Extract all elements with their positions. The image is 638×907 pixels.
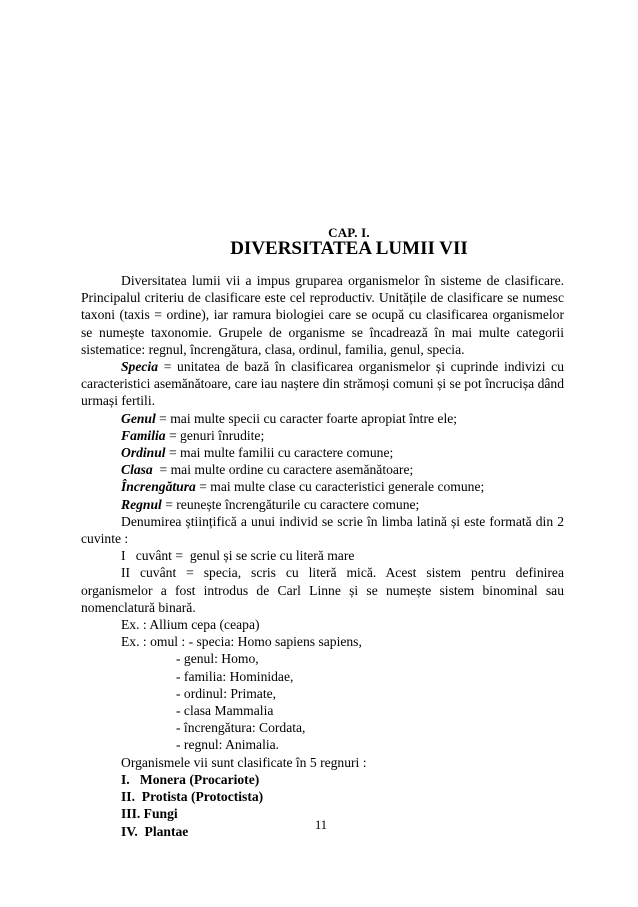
chapter-label: CAP. I. <box>328 225 370 240</box>
specia-paragraph <box>81 358 564 410</box>
definition-increngatura <box>81 478 564 495</box>
definition-clasa <box>81 461 564 478</box>
definition-genul <box>81 410 564 427</box>
definition-term: Genul <box>121 410 156 426</box>
second-word-paragraph: II cuvânt = specia, scris cu literă mică. Acest sistem pentru definirea organismelor a fost introdus de Carl Linne și se numește sistem binominal sau nomenclatură binară. <box>81 565 564 615</box>
example-item: - ordinul: Primate, <box>176 685 277 701</box>
definition-regnul <box>81 496 564 513</box>
definition-term: Familia <box>121 427 166 443</box>
example-omul: Ex. : omul : - specia: Homo sapiens sapiens, <box>121 634 362 650</box>
example-item: - regnul: Animalia. <box>176 737 280 753</box>
example-ceapa: Ex. : Allium cepa (ceapa) <box>121 617 260 633</box>
definition-text: = genuri înrudite; <box>165 427 265 443</box>
kingdom-plantae: IV. Plantae <box>121 823 189 839</box>
definition-term: Regnul <box>121 496 162 512</box>
example-item: - genul: Homo, <box>176 651 259 667</box>
kingdom-fungi: III. Fungi <box>121 806 178 822</box>
definition-text: = mai multe specii cu caracter foarte apropiat între ele; <box>155 410 458 426</box>
page-number: 11 <box>314 818 328 832</box>
definition-text: = mai multe ordine cu caractere asemănătoare; <box>152 462 414 478</box>
definition-term: Încrengătura <box>121 479 196 495</box>
definition-familia <box>81 427 564 444</box>
example-item: - încrengătura: Cordata, <box>176 720 306 736</box>
definition-ordinul <box>81 444 564 461</box>
intro-paragraph: Diversitatea lumii vii a impus gruparea organismelor în sisteme de clasificare. Principalul criteriu de clasificare este cel reproductiv. Unitățile de clasificare se numesc taxoni (taxis = ordine), iar ramura biologiei care se ocupă cu clasificarea organismelor se numește taxonomie. Grupele de organisme se încadrează în mai multe categorii sistematice: regnul, încrengătura, clasa, ordinul, familia, genul, specia. <box>81 273 564 357</box>
naming-paragraph: Denumirea științifică a unui individ se scrie în limba latină și este formată din 2 cuvinte : <box>81 513 564 547</box>
document-body <box>81 272 564 840</box>
definition-text: = reunește încrengăturile cu caractere comune; <box>161 496 420 512</box>
kingdom-protista: II. Protista (Protoctista) <box>121 789 264 805</box>
definition-term: Ordinul <box>121 445 166 461</box>
example-item: - familia: Hominidae, <box>176 668 294 684</box>
example-item: - clasa Mammalia <box>176 703 274 719</box>
kingdoms-intro: Organismele vii sunt clasificate în 5 regnuri : <box>121 754 367 770</box>
specia-text: = unitatea de bază în clasificarea organismelor și cuprinde indivizi cu caracteristici asemănătoare, care iau naștere din strămoși comuni și se pot încrucișa dând urmași fertili. <box>81 359 564 409</box>
specia-term: Specia <box>121 359 158 375</box>
definition-term: Clasa <box>121 462 153 478</box>
kingdom-monera: I. Monera (Procariote) <box>121 771 260 787</box>
definition-text: = mai multe familii cu caractere comune; <box>165 445 394 461</box>
first-word-line: I cuvânt = genul și se scrie cu literă mare <box>121 548 355 564</box>
chapter-title: DIVERSITATEA LUMII VII <box>230 238 468 259</box>
definition-text: = mai multe clase cu caracteristici generale comune; <box>195 479 485 495</box>
